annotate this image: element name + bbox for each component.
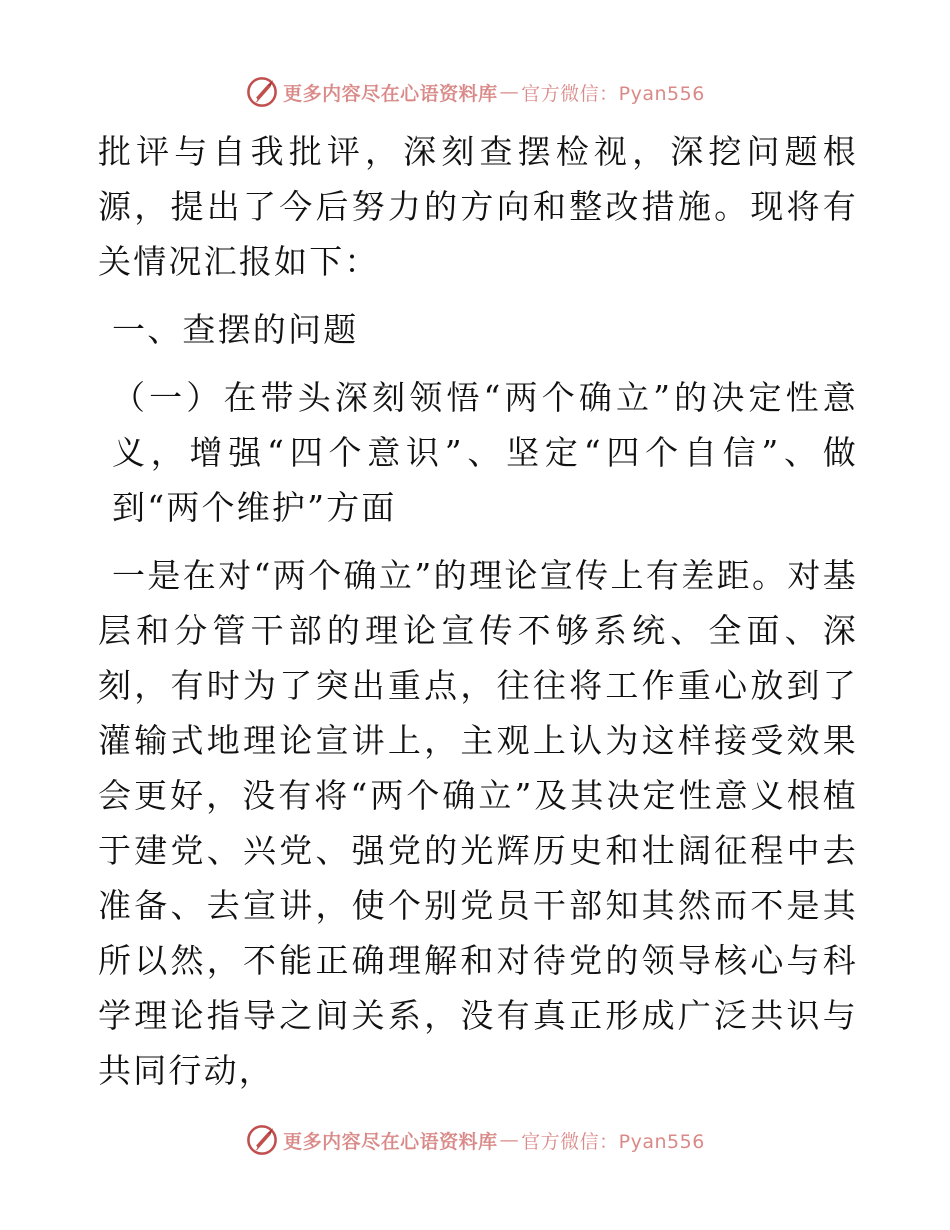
section-heading: 一、查摆的问题: [112, 310, 359, 349]
watermark-text: 更多内容尽在心语资料库: [283, 1130, 498, 1153]
footer-watermark: [0, 1120, 950, 1160]
subsection-heading: （一）在带头深刻领悟“两个确立”的决定性意义，增强“四个意识”、坚定“四个自信”、做到“两个维护”方面: [112, 378, 858, 527]
watermark-dash: —: [499, 1129, 520, 1151]
body-paragraph: 一是在对“两个确立”的理论宣传上有差距。对基层和分管干部的理论宣传不够系统、全面、深刻，有时为了突出重点，往往将工作重心放到了灌输式地理论宣讲上，主观上认为这样接受效果会更好，没有将“两个确立”及其决定性意义根植于建党、兴党、强党的光辉历史和壮阔征程中去准备、去宣讲，使个别党员干部知其然而不是其所以然，不能正确理解和对待党的领导核心与科学理论指导之间关系，没有真正形成广泛共识与共同行动，: [98, 556, 858, 1090]
watermark-dash: —: [499, 81, 520, 103]
quill-pen-circle-icon: [245, 1123, 279, 1157]
intro-paragraph: 批评与自我批评，深刻查摆检视，深挖问题根源，提出了今后努力的方向和整改措施。现将有关情况汇报如下：: [98, 132, 858, 281]
watermark-contact: 官方微信：Pyan556: [521, 82, 705, 105]
quill-pen-circle-icon: [245, 75, 279, 109]
watermark-contact: 官方微信：Pyan556: [521, 1130, 705, 1153]
document-body: [98, 124, 858, 1098]
watermark-text: 更多内容尽在心语资料库: [283, 82, 498, 105]
header-watermark: [0, 72, 950, 112]
